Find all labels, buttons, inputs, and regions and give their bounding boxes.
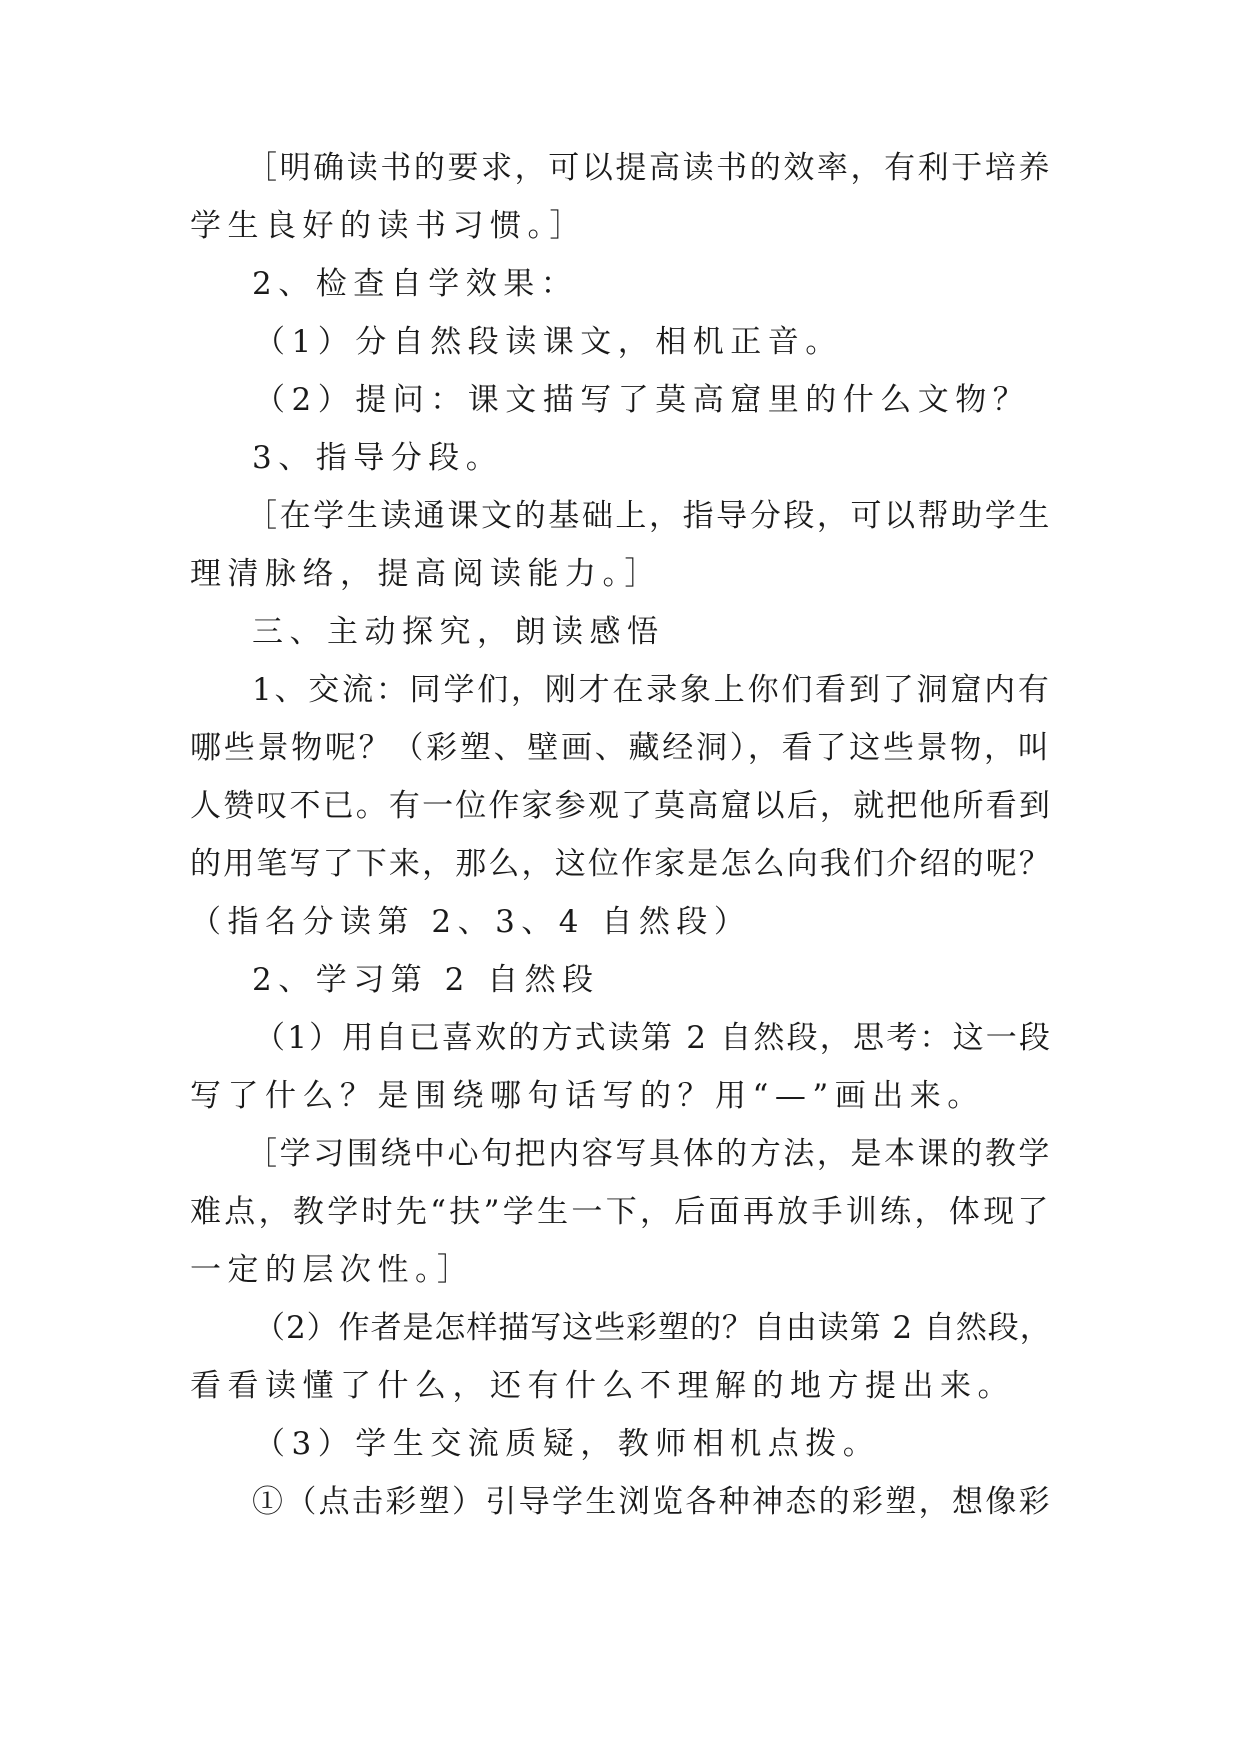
text-line: 理清脉络，提高阅读能力。］ bbox=[190, 556, 662, 592]
text-line: ［在学生读通课文的基础上，指导分段，可以帮助学生 bbox=[246, 498, 1052, 534]
text-line: 哪些景物呢？（彩塑、壁画、藏经洞），看了这些景物，叫 bbox=[190, 730, 1052, 766]
text-line: （2）提问：课文描写了莫高窟里的什么文物？ bbox=[254, 382, 1031, 418]
text-line: 难点，教学时先“扶”学生一下，后面再放手训练，体现了 bbox=[190, 1194, 1052, 1230]
text-line: 2、检查自学效果： bbox=[252, 266, 579, 302]
text-line: （1）分自然段读课文，相机正音。 bbox=[254, 324, 843, 360]
text-line: （1）用自已喜欢的方式读第 2 自然段，思考：这一段 bbox=[254, 1020, 1053, 1056]
text-line: 人赞叹不已。有一位作家参观了莫高窟以后，就把他所看到 bbox=[190, 788, 1052, 824]
text-line: （2）作者是怎样描写这些彩塑的？自由读第 2 自然段， bbox=[254, 1310, 1052, 1346]
text-line: 写了什么？是围绕哪句话写的？用“—”画出来。 bbox=[190, 1078, 985, 1114]
text-line: 学生良好的读书习惯。］ bbox=[190, 208, 587, 244]
text-line: （3）学生交流质疑，教师相机点拨。 bbox=[254, 1426, 881, 1462]
text-line: 一定的层次性。］ bbox=[190, 1252, 475, 1288]
text-line: ［明确读书的要求，可以提高读书的效率，有利于培养 bbox=[246, 150, 1052, 186]
text-line: 2、学习第 2 自然段 bbox=[252, 962, 600, 998]
text-line: 3、指导分段。 bbox=[252, 440, 504, 476]
text-line: 1、交流：同学们，刚才在录象上你们看到了洞窟内有 bbox=[252, 672, 1052, 708]
text-line: 的用笔写了下来，那么，这位作家是怎么向我们介绍的呢？ bbox=[190, 846, 1052, 882]
text-line: （指名分读第 2、3、4 自然段） bbox=[190, 904, 752, 940]
text-line: ［学习围绕中心句把内容写具体的方法，是本课的教学 bbox=[246, 1136, 1052, 1172]
text-line: 看看读懂了什么，还有什么不理解的地方提出来。 bbox=[190, 1368, 1015, 1404]
section-heading: 三、主动探究，朗读感悟 bbox=[252, 614, 665, 650]
text-line: ①（点击彩塑）引导学生浏览各种神态的彩塑，想像彩 bbox=[252, 1484, 1052, 1520]
